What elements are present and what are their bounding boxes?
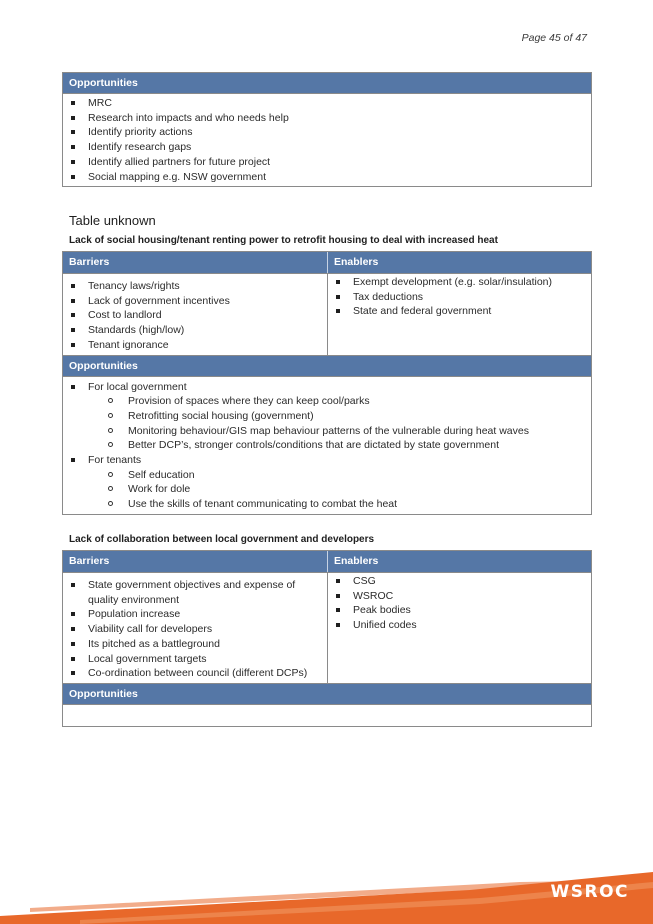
list-item: Tenancy laws/rights	[63, 279, 327, 294]
list-item: State and federal government	[328, 304, 591, 319]
wsroc-logo: WSROC	[550, 882, 629, 902]
social-housing-table	[62, 251, 592, 515]
enablers-cell	[328, 274, 591, 355]
opportunities-header: Opportunities	[63, 356, 591, 377]
sub-list-item: Work for dole	[63, 482, 591, 497]
barriers-cell	[63, 274, 328, 355]
barriers-cell	[63, 573, 328, 683]
list-item: Viability call for developers	[63, 622, 321, 637]
list-item: Identify priority actions	[63, 125, 591, 140]
table-3-subtitle: Lack of collaboration between local government and developers	[69, 534, 375, 545]
list-item: Local government targets	[63, 652, 321, 667]
list-item: Co-ordination between council (different DCPs)	[63, 666, 321, 681]
sub-list-item: Provision of spaces where they can keep cool/parks	[63, 394, 591, 409]
enablers-header: Enablers	[334, 555, 379, 567]
sub-list-item: Better DCP’s, stronger controls/conditions that are dictated by state government	[63, 438, 591, 453]
barriers-enablers-header	[63, 551, 591, 573]
list-item: Standards (high/low)	[63, 323, 327, 338]
barriers-header: Barriers	[63, 551, 328, 572]
opportunity-group-label: For tenants	[88, 454, 142, 467]
opportunities-header: Opportunities	[63, 73, 591, 94]
table-2-subtitle: Lack of social housing/tenant renting power to retrofit housing to deal with increased heat	[69, 235, 498, 246]
list-item	[63, 380, 591, 395]
list-item: Identify research gaps	[63, 140, 591, 155]
opportunities-header: Opportunities	[63, 684, 591, 705]
opportunities-table-1	[62, 72, 592, 187]
list-item: Cost to landlord	[63, 308, 327, 323]
list-item: Tax deductions	[328, 290, 591, 305]
list-item	[63, 453, 591, 468]
list-item: Tenant ignorance	[63, 338, 327, 353]
sub-list-item: Monitoring behaviour/GIS map behaviour patterns of the vulnerable during heat waves	[63, 424, 591, 439]
sub-list-item: Retrofitting social housing (government)	[63, 409, 591, 424]
opportunities-list	[63, 96, 591, 184]
list-item: Population increase	[63, 607, 321, 622]
enablers-header: Enablers	[334, 256, 379, 268]
list-item: Lack of government incentives	[63, 294, 327, 309]
list-item: Research into impacts and who needs help	[63, 111, 591, 126]
list-item: Identify allied partners for future project	[63, 155, 591, 170]
sub-list-item: Use the skills of tenant communicating to combat the heat	[63, 497, 591, 512]
opportunities-cell	[63, 705, 591, 726]
list-item: Unified codes	[328, 618, 591, 633]
barriers-header: Barriers	[63, 252, 328, 273]
sub-list-item: Self education	[63, 468, 591, 483]
section-title: Table unknown	[69, 213, 156, 228]
enablers-cell	[328, 573, 591, 683]
list-item: MRC	[63, 96, 591, 111]
page-number: Page 45 of 47	[521, 32, 587, 44]
list-item: Peak bodies	[328, 603, 591, 618]
opportunities-cell	[63, 377, 591, 514]
list-item: Its pitched as a battleground	[63, 637, 321, 652]
list-item: Exempt development (e.g. solar/insulation)	[328, 275, 591, 290]
barriers-enablers-header	[63, 252, 591, 274]
list-item: WSROC	[328, 589, 591, 604]
list-item: Social mapping e.g. NSW government	[63, 170, 591, 185]
opportunity-group-label: For local government	[88, 380, 187, 393]
collaboration-table	[62, 550, 592, 727]
list-item: State government objectives and expense of quality environment	[63, 578, 321, 607]
list-item: CSG	[328, 574, 591, 589]
